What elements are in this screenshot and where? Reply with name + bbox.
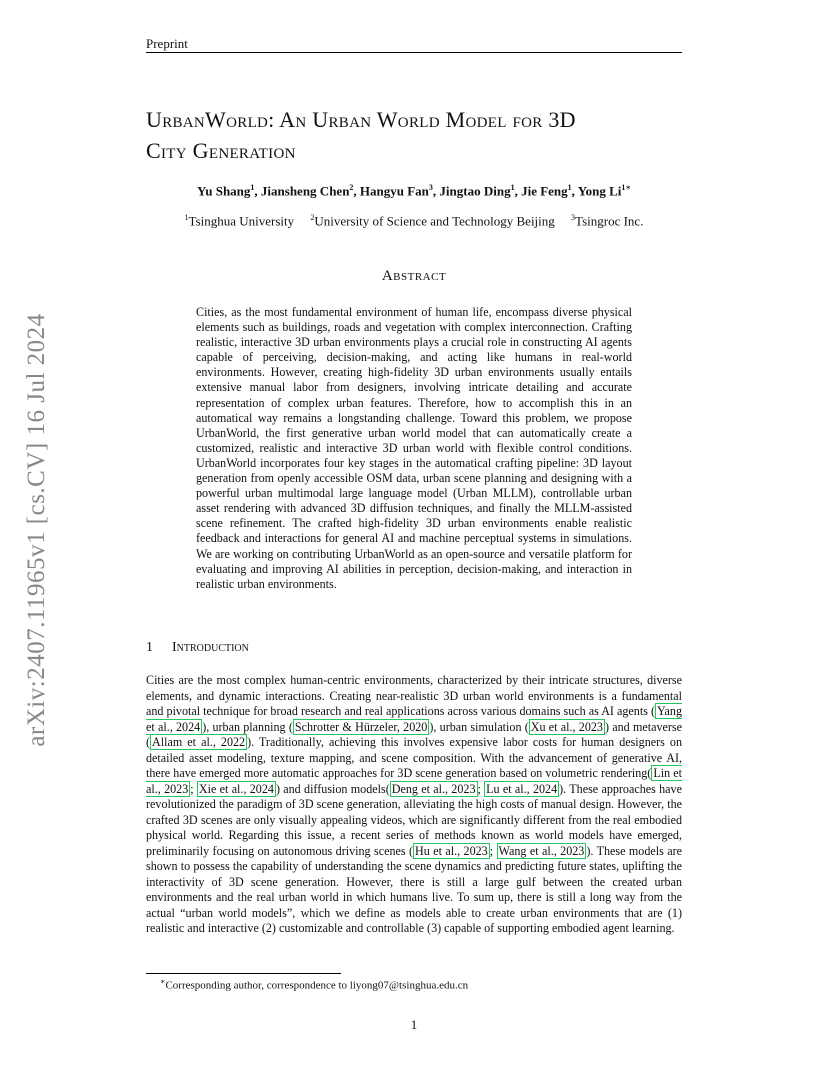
citation-link[interactable]: Deng et al., 2023 (391, 781, 476, 796)
introduction-paragraph (146, 673, 682, 937)
author: Yong Li (577, 183, 622, 199)
page-number: 1 (410, 1017, 418, 1032)
affiliation: Tsinghua University (188, 213, 295, 229)
section-number: 1 (146, 640, 153, 655)
footnote-rule (146, 973, 341, 974)
header-rule (146, 52, 682, 53)
citation-link[interactable]: Hu et al., 2023 (415, 843, 488, 858)
arxiv-stamp (22, 300, 52, 760)
title-line-2: City Generation (146, 138, 296, 163)
body-text: ; (489, 843, 497, 858)
affiliation: University of Science and Technology Beijing (314, 213, 555, 229)
citation-link[interactable]: Allam et al., 2022 (152, 735, 246, 749)
body-text: ). Traditionally, achieving this involves expensive labor costs for human designers on detailed asset modeling, texture mapping, and scene composition. With the advancement of generative AI, there have emerged more automatic approaches for 3D scene generation based on volumetric rendering( (146, 735, 683, 780)
footnote (160, 977, 468, 992)
citation-link[interactable]: Wang et al., 2023 (498, 843, 585, 858)
author-affil-sup: 1 (567, 183, 572, 192)
body-text: ). These approaches have revolutionized the paradigm of 3D scene generation, alleviating the high costs of manual design. However, the crafted 3D scenes are only visually appealing videos, which are significantly different from the real embodied physical world. Regarding this issue, a recent series of methods known as world models have emerged, preliminarily focusing on autonomous driving scenes ( (146, 781, 682, 858)
arxiv-id: arXiv:2407.11965v1 [cs.CV] 16 Jul 2024 (23, 313, 50, 747)
abstract-heading: Abstract (381, 268, 447, 284)
affil-sup: 2 (310, 213, 315, 222)
author-affil-sup: 1 (510, 183, 515, 192)
footnote-text: Corresponding author, correspondence to liyong07@tsinghua.edu.cn (165, 979, 469, 992)
author-affil-sup: 1∗ (621, 183, 631, 192)
author-affil-sup: 3 (428, 183, 433, 192)
author: Jie Feng (521, 183, 568, 199)
author: Hangyu Fan (359, 183, 429, 199)
body-text: ). These models are shown to possess the capability of understanding the scene dynamics and predicting future states, uplifting the interactivity of 3D scene generation. However, there is still a large gulf between the created urban environments and the real urban world in which humans live. To sum up, there is still a long way from the actual “urban world models”, which we define as models able to create urban environments that are (1) realistic and interactive (2) customizable and controllable (3) capable of supporting embodied agent learning. (146, 843, 683, 935)
title-line-1: UrbanWorld: An Urban World Model for 3D (146, 107, 576, 132)
affil-sup: 3 (571, 213, 576, 222)
author: Yu Shang (197, 183, 251, 199)
footnote-marker: ∗ (160, 977, 166, 986)
body-text: ) and metaverse ( (146, 719, 682, 749)
body-text: ; (477, 781, 485, 796)
affiliation-list (146, 213, 682, 229)
section-title: Introduction (172, 640, 249, 655)
running-header: Preprint (146, 36, 188, 51)
citation-link[interactable]: Xu et al., 2023 (530, 719, 603, 734)
citation-link[interactable]: Yang et al., 2024 (146, 704, 682, 734)
citation-link[interactable]: Xie et al., 2024 (198, 781, 274, 796)
citation-link[interactable]: Lin et al., 2023 (146, 766, 682, 796)
body-text: ), urban simulation ( (429, 719, 529, 734)
author: Jiansheng Chen (260, 183, 350, 199)
affil-sup: 1 (184, 213, 189, 222)
citation-link[interactable]: Lu et al., 2024 (486, 781, 558, 796)
abstract-text: Cities, as the most fundamental environment of human life, encompass diverse physical elements such as buildings, roads and vegetation with complex interconnection. Crafting realistic, interactive 3D urban environments plays a crucial role in constructing AI agents capable of perceiving, decision-making, and acting like humans in real-world environments. However, creating high-fidelity 3D urban environments usually entails extensive manual labor from designers, involving intricate detailing and accurate representation of complex urban features. Therefore, how to accomplish this in an automatical way remains a longstanding challenge. Toward this problem, we propose UrbanWorld, the first generative urban world model that can automatically create a customized, realistic and interactive 3D urban world with flexible control conditions. UrbanWorld incorporates four key stages in the automatical crafting pipeline: 3D layout generation from openly accessible OSM data, urban scene planning and designing with a powerful urban multimodal large language model (Urban MLLM), controllable urban asset rendering with advanced 3D diffusion techniques, and finally the MLLM-assisted scene refinement. The crafted high-fidelity 3D urban environments enable realistic feedback and interactions for general AI and machine perceptual systems in simulations. We are working on contributing UrbanWorld as an open-source and versatile platform for evaluating and improving AI abilities in perception, decision-making, and interaction in realistic urban environments. (196, 305, 632, 591)
section-heading (146, 640, 249, 656)
citation-link[interactable]: Schrotter & Hürzeler, 2020 (294, 719, 428, 734)
author-affil-sup: 1 (250, 183, 255, 192)
paper-title (146, 104, 706, 166)
author-affil-sup: 2 (349, 183, 354, 192)
body-text: ; (190, 781, 197, 796)
author: Jingtao Ding (439, 183, 511, 199)
affiliation: Tsingroc Inc. (575, 213, 644, 229)
body-text: ) and diffusion models( (275, 781, 390, 796)
author-list: Yu Shang$^1$, Jiansheng Chen$^2$, Hangyu Fan$^3$, Jingtao Ding$^1$, Jie Feng$^1$, Yong $Li^{1∗}$ (197, 183, 631, 199)
body-text: ), urban planning ( (202, 719, 293, 734)
body-text: Cities are the most complex human-centric environments, characterized by their intricate structures, diverse elements, and dynamic interactions. Creating near-realistic 3D urban world environments is a fundamental and pivotal technique for broad research and real applications across various domains such as AI agents ( (146, 673, 682, 718)
